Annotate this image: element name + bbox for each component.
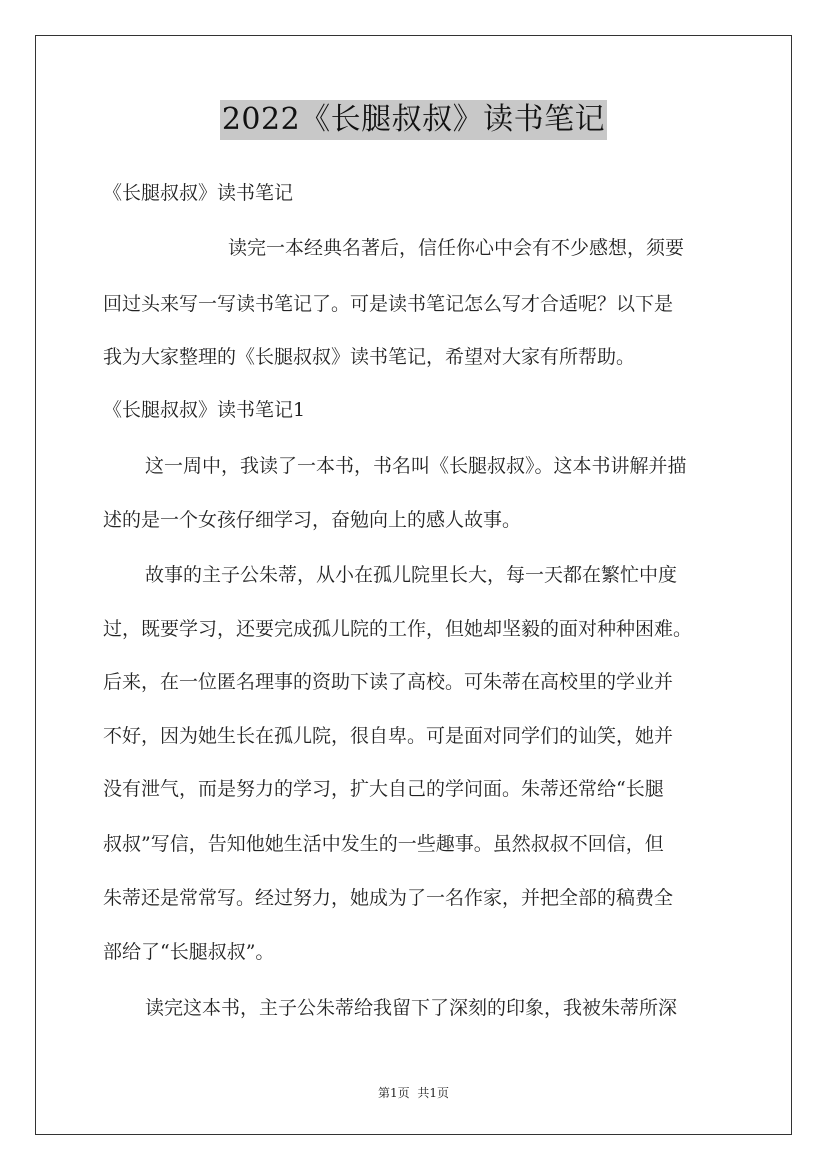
paragraph-line: 后来，在一位匿名理事的资助下读了高校。可朱蒂在高校里的学业并 xyxy=(103,671,674,693)
paragraph-line: 读完一本经典名著后，信任你心中会有不少感想，须要 xyxy=(228,237,685,259)
paragraph-line: 回过头来写一写读书笔记了。可是读书笔记怎么写才合适呢？以下是 xyxy=(103,293,674,315)
paragraph-line: 部给了“长腿叔叔”。 xyxy=(103,941,275,963)
paragraph-line: 这一周中，我读了一本书，书名叫《长腿叔叔》。这本书讲解并描 xyxy=(145,455,687,477)
page-number: 第1页 xyxy=(377,1086,410,1100)
section-heading: 《长腿叔叔》读书笔记1 xyxy=(103,399,306,421)
paragraph-line: 朱蒂还是常常写。经过努力，她成为了一名作家，并把全部的稿费全 xyxy=(103,887,674,909)
paragraph-line: 叔叔”写信，告知他她生活中发生的一些趣事。虽然叔叔不回信，但 xyxy=(103,833,664,855)
title-container xyxy=(0,100,827,140)
paragraph-line: 没有泄气，而是努力的学习，扩大自己的学问面。朱蒂还常给“长腿 xyxy=(103,778,664,800)
paragraph-line: 不好，因为她生长在孤儿院，很自卑。可是面对同学们的讪笑，她并 xyxy=(103,725,674,747)
subtitle-line: 《长腿叔叔》读书笔记 xyxy=(103,182,294,204)
paragraph-line: 我为大家整理的《长腿叔叔》读书笔记，希望对大家有所帮助。 xyxy=(103,346,636,368)
paragraph-line: 故事的主子公朱蒂，从小在孤儿院里长大，每一天都在繁忙中度 xyxy=(145,564,678,586)
total-pages: 共1页 xyxy=(417,1086,450,1100)
page-footer xyxy=(0,1084,827,1101)
paragraph-line: 读完这本书，主子公朱蒂给我留下了深刻的印象，我被朱蒂所深 xyxy=(145,997,678,1019)
document-title: 2022《长腿叔叔》读书笔记 xyxy=(220,100,607,140)
paragraph-line: 述的是一个女孩仔细学习，奋勉向上的感人故事。 xyxy=(103,509,522,531)
paragraph-line: 过，既要学习，还要完成孤儿院的工作，但她却坚毅的面对种种困难。 xyxy=(103,618,693,640)
